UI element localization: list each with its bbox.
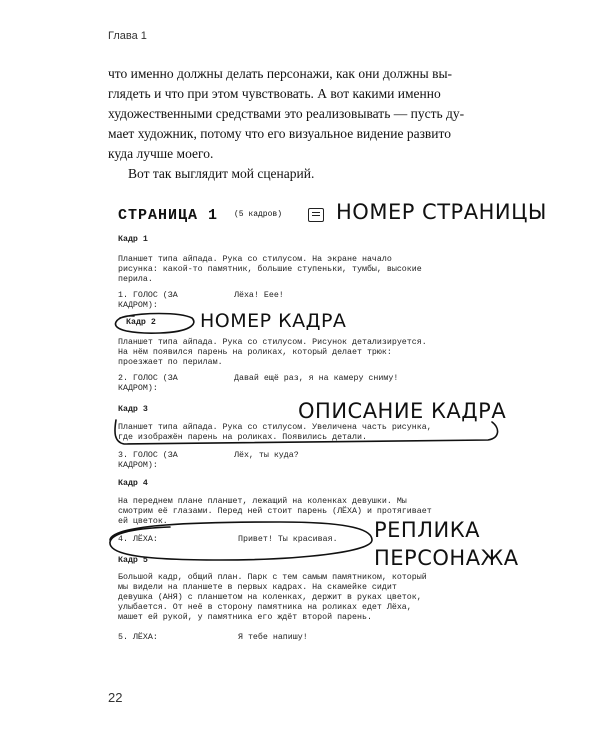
annotation-replica-line1: РЕПЛИКА [374,518,480,542]
replica-speaker: 5. ЛЁХА: [118,633,158,642]
frame-description: На переднем плане планшет, лежащий на коленках девушки. Мы [118,497,407,506]
annotation-frame-description: ОПИСАНИЕ КАДРА [298,399,507,423]
frame-description: Планшет типа айпада. Рука со стилусом. Увеличена часть рисунка, [118,423,432,432]
frame-description: машет ей рукой, у памятника его ждёт второй парень. [118,613,372,622]
frame-description: На нём появился парень на роликах, который делает трюк: [118,348,392,357]
replica-text: Я тебе напишу! [238,633,308,642]
prose-line: художественными средствами это реализовывать — пусть ду- [108,106,465,121]
frame-description: где изображён парень на роликах. Появились детали. [118,433,367,442]
script-page-title: СТРАНИЦА 1 [118,207,219,224]
frame-description: смотрим её глазами. Перед ней стоит парень (ЛЁХА) и протягивает [118,507,432,516]
prose-line: куда лучше моего. [108,146,214,161]
frame-label: Кадр 2 [126,318,156,327]
frame-label: Кадр 5 [118,556,148,565]
frame-label: Кадр 3 [118,405,148,414]
frame-number-circle [115,314,193,334]
annotation-page-number: НОМЕР СТРАНИЦЫ [336,200,547,224]
prose-line: глядеть и что при этом чувствовать. А вот какими именно [108,86,441,101]
replica-speaker: 3. ГОЛОС (ЗА [118,451,178,460]
replica-speaker: 1. ГОЛОС (ЗА [118,291,178,300]
frame-description: Планшет типа айпада. Рука со стилусом. Рисунок детализируется. [118,338,427,347]
frame-description: Планшет типа айпада. Рука со стилусом. На экране начало [118,255,392,264]
replica-ellipse [110,522,372,560]
frame-description: перила. [118,275,153,284]
frame-label: Кадр 4 [118,479,148,488]
frame-label: Кадр 1 [118,235,148,244]
replica-text: Лёха! Еее! [234,291,284,300]
replica-speaker: КАДРОМ): [118,461,158,470]
frame-description: проезжает по перилам. [118,358,223,367]
page-number: 22 [108,690,123,705]
prose-line: Вот так выглядит мой сценарий. [128,166,315,181]
frame-description: рисунка: какой-то памятник, большие ступеньки, тумбы, высокие [118,265,422,274]
script-page-count: (5 кадров) [234,210,283,219]
replica-speaker: 2. ГОЛОС (ЗА [118,374,178,383]
replica-speaker: КАДРОМ): [118,301,158,310]
frame-description: мы видели на планшете в первых кадрах. На скамейке сидит [118,583,397,592]
frame-description: девушка (АНЯ) с планшетом на коленках, держит в руках цветок, [118,593,422,602]
frame-description: улыбается. От неё в сторону памятника на роликах едет Лёха, [118,603,412,612]
chapter-header: Глава 1 [108,30,147,42]
prose-line: мает художник, потому что его визуальное видение развито [108,126,451,141]
annotation-frame-number: НОМЕР КАДРА [200,310,347,332]
replica-text: Привет! Ты красивая. [238,535,338,544]
replica-speaker: 4. ЛЁХА: [118,535,158,544]
prose-line: что именно должны делать персонажи, как они должны вы- [108,66,453,81]
replica-text: Давай ещё раз, я на камеру сниму! [234,374,399,383]
frame-desc-underline [115,420,498,444]
replica-speaker: КАДРОМ): [118,384,158,393]
replica-text: Лёх, ты куда? [234,451,299,460]
annotation-replica-line2: ПЕРСОНАЖА [374,546,519,570]
frame-description: Большой кадр, общий план. Парк с тем самым памятником, который [118,573,427,582]
frame-description: ей цветок. [118,517,168,526]
